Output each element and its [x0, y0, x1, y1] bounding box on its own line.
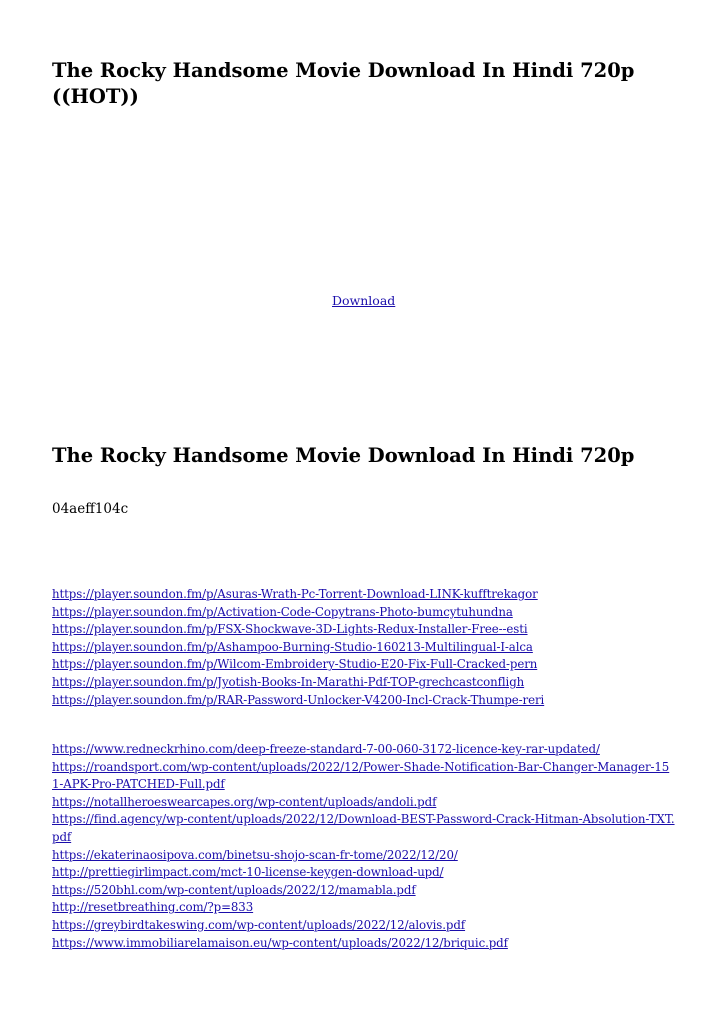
download-link[interactable]: Download	[332, 293, 396, 308]
external-link[interactable]: https://notallheroeswearcapes.org/wp-content/uploads/andoli.pdf	[52, 794, 437, 809]
external-link[interactable]: https://520bhl.com/wp-content/uploads/2022/12/mamabla.pdf	[52, 882, 416, 897]
external-link[interactable]: https://ekaterinaosipova.com/binetsu-shojo-scan-fr-tome/2022/12/20/	[52, 847, 458, 862]
external-link[interactable]: https://www.redneckrhino.com/deep-freeze-standard-7-00-060-3172-licence-key-rar-updated/	[52, 742, 600, 756]
external-link[interactable]: http://prettiegirlimpact.com/mct-10-license-keygen-download-upd/	[52, 865, 444, 880]
page-title: The Rocky Handsome Movie Download In Hindi 720p ((HOT))	[52, 59, 635, 108]
list-item	[52, 864, 676, 882]
external-link[interactable]: https://player.soundon.fm/p/Wilcom-Embroidery-Studio-E20-Fix-Full-Cracked-pern	[52, 657, 538, 672]
external-link[interactable]: https://player.soundon.fm/p/Ashampoo-Burning-Studio-160213-Multilingual-I-alca	[52, 639, 533, 654]
list-item	[52, 811, 676, 846]
section-title: The Rocky Handsome Movie Download In Hindi 720p	[52, 444, 635, 467]
list-item	[52, 656, 676, 674]
external-link[interactable]: https://player.soundon.fm/p/Jyotish-Books-In-Marathi-Pdf-TOP-grechcastconfligh	[52, 674, 525, 689]
list-item	[52, 917, 676, 935]
list-item	[52, 882, 676, 900]
website-links-list	[52, 741, 676, 952]
external-link[interactable]: https://player.soundon.fm/p/RAR-Password-Unlocker-V4200-Incl-Crack-Thumpe-reri	[52, 692, 545, 707]
external-link[interactable]: http://resetbreathing.com/?p=833	[52, 900, 254, 915]
external-link[interactable]: https://greybirdtakeswing.com/wp-content/uploads/2022/12/alovis.pdf	[52, 917, 466, 932]
soundon-links-list	[52, 586, 676, 709]
list-item	[52, 639, 676, 657]
hash-code-text: 04aeff104c	[52, 501, 129, 517]
external-link[interactable]: https://player.soundon.fm/p/Activation-Code-Copytrans-Photo-bumcytuhundna	[52, 604, 513, 619]
external-link[interactable]: https://find.agency/wp-content/uploads/2022/12/Download-BEST-Password-Crack-Hitman-Absolution-TXT.pdf	[52, 812, 675, 844]
list-item	[52, 621, 676, 639]
list-item	[52, 692, 676, 710]
list-item	[52, 604, 676, 622]
list-item	[52, 741, 676, 759]
list-item	[52, 847, 676, 865]
list-item	[52, 586, 676, 604]
list-item	[52, 794, 676, 812]
list-item	[52, 674, 676, 692]
external-link[interactable]: https://player.soundon.fm/p/FSX-Shockwave-3D-Lights-Redux-Installer-Free--esti	[52, 622, 528, 637]
external-link[interactable]: https://www.immobiliarelamaison.eu/wp-content/uploads/2022/12/briquic.pdf	[52, 935, 508, 950]
list-item	[52, 935, 676, 953]
list-item	[52, 759, 676, 794]
external-link[interactable]: https://player.soundon.fm/p/Asuras-Wrath-Pc-Torrent-Download-LINK-kufftrekagor	[52, 587, 538, 601]
external-link[interactable]: https://roandsport.com/wp-content/uploads/2022/12/Power-Shade-Notification-Bar-Changer-Manager-151-APK-Pro-PATCHED-Full.pdf	[52, 759, 670, 792]
list-item	[52, 899, 676, 917]
